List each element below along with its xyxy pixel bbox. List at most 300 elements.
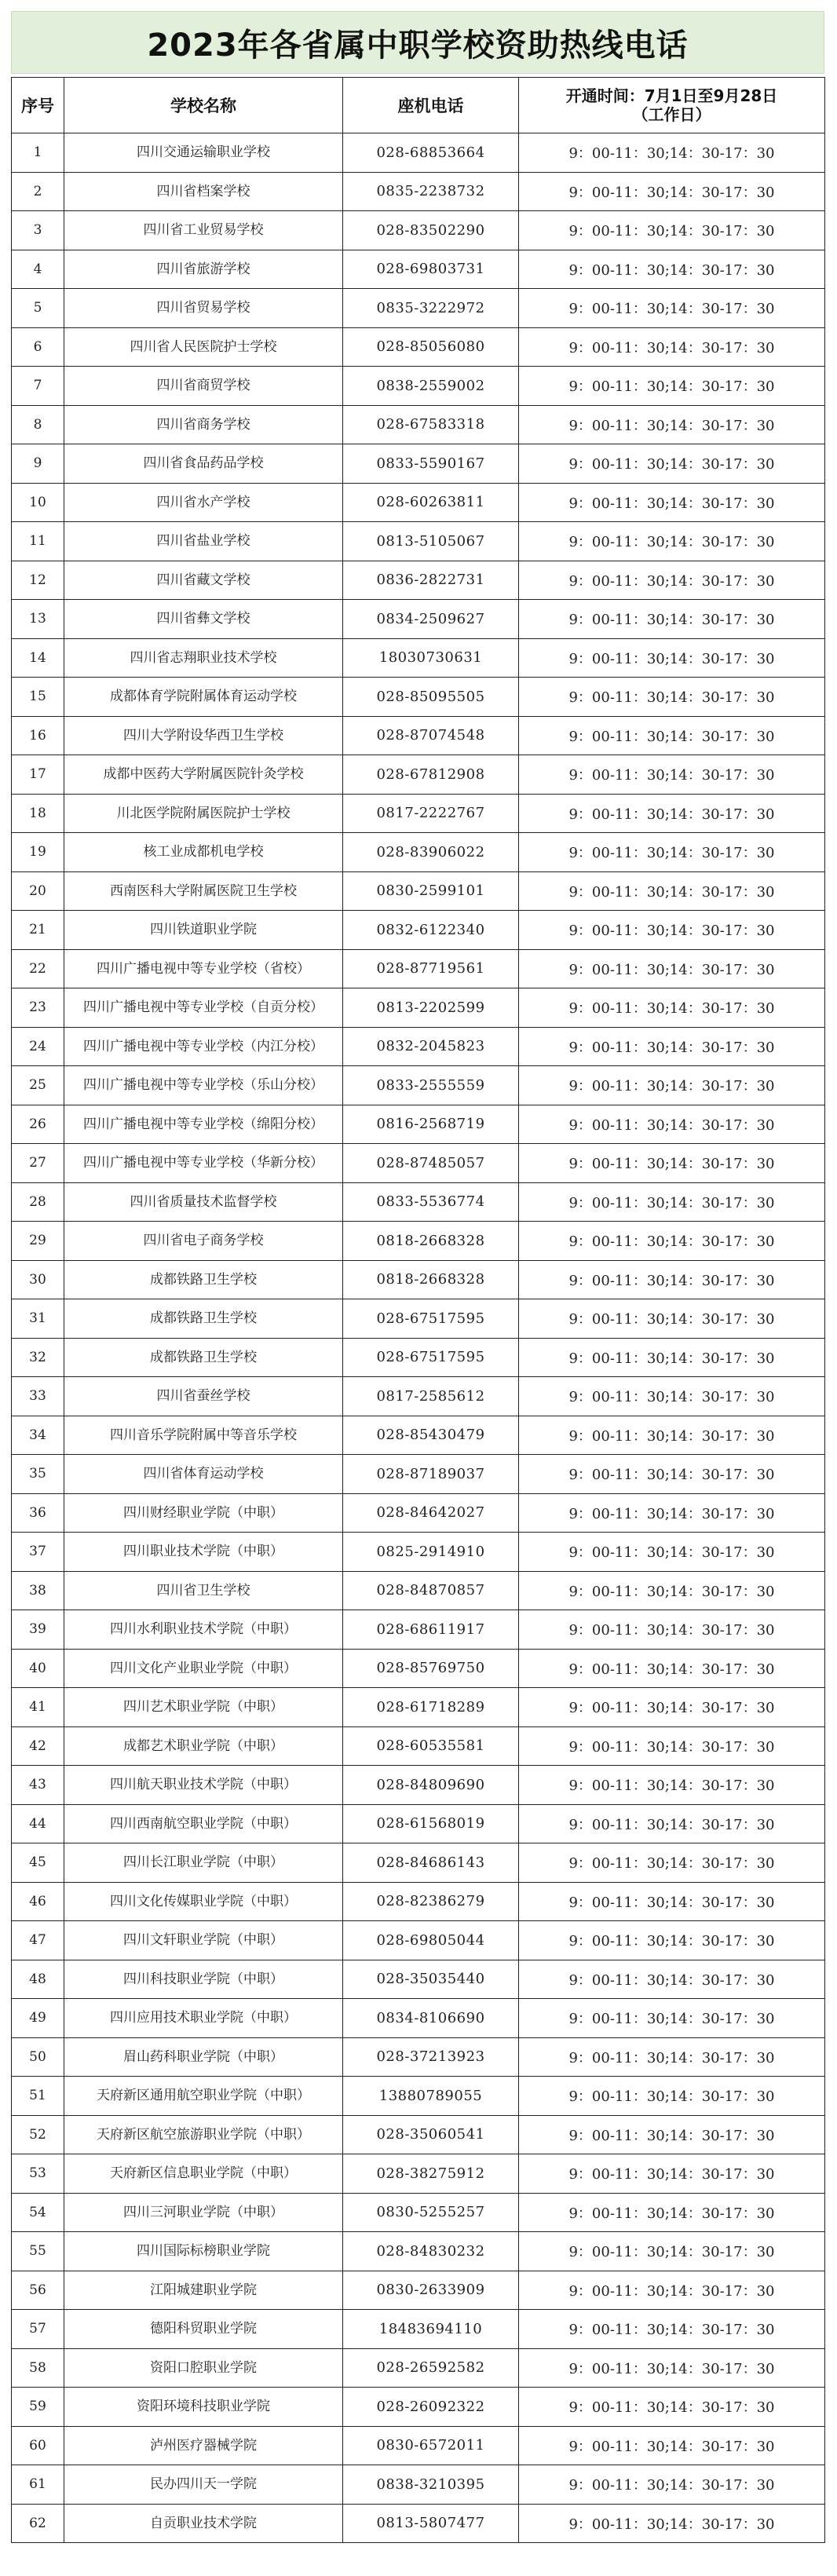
row-index: 3 [12, 211, 64, 250]
row-index: 36 [12, 1493, 64, 1533]
open-hours: 9：00-11：30;14：30-17：30 [519, 1882, 825, 1921]
row-index: 52 [12, 2115, 64, 2154]
phone-number: 0817-2222767 [343, 794, 519, 833]
table-row [12, 1377, 825, 1416]
phone-number: 0832-6122340 [343, 911, 519, 950]
hotline-table [11, 77, 825, 2543]
open-hours: 9：00-11：30;14：30-17：30 [519, 2426, 825, 2465]
open-hours: 9：00-11：30;14：30-17：30 [519, 172, 825, 211]
open-hours: 9：00-11：30;14：30-17：30 [519, 1182, 825, 1222]
school-name: 成都铁路卫生学校 [64, 1299, 343, 1339]
school-name: 四川省盐业学校 [64, 522, 343, 561]
table-row [12, 1610, 825, 1650]
school-name: 四川三河职业学院（中职） [64, 2193, 343, 2232]
row-index: 20 [12, 871, 64, 911]
row-index: 21 [12, 911, 64, 950]
table-row [12, 1105, 825, 1144]
school-name: 四川省档案学校 [64, 172, 343, 211]
school-name: 四川省人民医院护士学校 [64, 327, 343, 367]
table-row [12, 1726, 825, 1766]
table-row [12, 1144, 825, 1183]
phone-number: 0813-5105067 [343, 522, 519, 561]
row-index: 6 [12, 327, 64, 367]
open-hours: 9：00-11：30;14：30-17：30 [519, 1377, 825, 1416]
open-hours: 9：00-11：30;14：30-17：30 [519, 1726, 825, 1766]
row-index: 57 [12, 2310, 64, 2349]
row-index: 46 [12, 1882, 64, 1921]
row-index: 24 [12, 1027, 64, 1066]
table-row [12, 172, 825, 211]
school-name: 成都体育学院附属体育运动学校 [64, 678, 343, 717]
school-name: 四川省工业贸易学校 [64, 211, 343, 250]
open-hours: 9：00-11：30;14：30-17：30 [519, 716, 825, 755]
phone-number: 028-85769750 [343, 1649, 519, 1688]
open-hours: 9：00-11：30;14：30-17：30 [519, 133, 825, 173]
open-hours: 9：00-11：30;14：30-17：30 [519, 1533, 825, 1572]
open-hours: 9：00-11：30;14：30-17：30 [519, 2465, 825, 2505]
school-name: 四川省商贸学校 [64, 367, 343, 406]
school-name: 天府新区航空旅游职业学院（中职） [64, 2115, 343, 2154]
row-index: 58 [12, 2348, 64, 2388]
table-row [12, 1843, 825, 1883]
table-row [12, 1493, 825, 1533]
header-phone: 座机电话 [343, 78, 519, 133]
phone-number: 028-87189037 [343, 1455, 519, 1494]
table-row [12, 600, 825, 639]
school-name: 四川省旅游学校 [64, 250, 343, 289]
row-index: 42 [12, 1726, 64, 1766]
table-row [12, 133, 825, 173]
phone-number: 028-87719561 [343, 949, 519, 988]
row-index: 29 [12, 1222, 64, 1261]
row-index: 27 [12, 1144, 64, 1183]
header-school-name: 学校名称 [64, 78, 343, 133]
phone-number: 0833-2555559 [343, 1066, 519, 1105]
phone-number: 028-84642027 [343, 1493, 519, 1533]
school-name: 资阳口腔职业学院 [64, 2348, 343, 2388]
open-hours: 9：00-11：30;14：30-17：30 [519, 1649, 825, 1688]
phone-number: 0817-2585612 [343, 1377, 519, 1416]
row-index: 55 [12, 2232, 64, 2271]
row-index: 40 [12, 1649, 64, 1688]
school-name: 四川艺术职业学院（中职） [64, 1688, 343, 1727]
school-name: 四川长江职业学院（中职） [64, 1843, 343, 1883]
phone-number: 028-84809690 [343, 1766, 519, 1805]
row-index: 5 [12, 289, 64, 328]
open-hours: 9：00-11：30;14：30-17：30 [519, 1610, 825, 1650]
open-hours: 9：00-11：30;14：30-17：30 [519, 561, 825, 600]
open-hours: 9：00-11：30;14：30-17：30 [519, 1960, 825, 1999]
table-row [12, 1804, 825, 1843]
school-name: 四川广播电视中等专业学校（乐山分校） [64, 1066, 343, 1105]
phone-number: 028-68853664 [343, 133, 519, 173]
row-index: 14 [12, 638, 64, 678]
table-row [12, 1416, 825, 1455]
phone-number: 13880789055 [343, 2077, 519, 2116]
school-name: 眉山药科职业学院（中职） [64, 2037, 343, 2077]
table-row [12, 1571, 825, 1610]
row-index: 49 [12, 1999, 64, 2038]
table-row [12, 2232, 825, 2271]
row-index: 45 [12, 1843, 64, 1883]
open-hours: 9：00-11：30;14：30-17：30 [519, 1843, 825, 1883]
school-name: 江阳城建职业学院 [64, 2271, 343, 2310]
school-name: 四川省质量技术监督学校 [64, 1182, 343, 1222]
table-row [12, 2115, 825, 2154]
open-hours: 9：00-11：30;14：30-17：30 [519, 871, 825, 911]
open-hours: 9：00-11：30;14：30-17：30 [519, 1804, 825, 1843]
row-index: 43 [12, 1766, 64, 1805]
open-hours: 9：00-11：30;14：30-17：30 [519, 2154, 825, 2194]
page-title: 2023年各省属中职学校资助热线电话 [147, 27, 689, 64]
open-hours: 9：00-11：30;14：30-17：30 [519, 1299, 825, 1339]
row-index: 11 [12, 522, 64, 561]
phone-number: 0830-2633909 [343, 2271, 519, 2310]
open-hours: 9：00-11：30;14：30-17：30 [519, 678, 825, 717]
table-row [12, 1182, 825, 1222]
table-row [12, 1027, 825, 1066]
row-index: 22 [12, 949, 64, 988]
open-hours: 9：00-11：30;14：30-17：30 [519, 1338, 825, 1377]
open-hours: 9：00-11：30;14：30-17：30 [519, 2271, 825, 2310]
phone-number: 028-37213923 [343, 2037, 519, 2077]
open-hours: 9：00-11：30;14：30-17：30 [519, 1027, 825, 1066]
table-row [12, 561, 825, 600]
table-row [12, 911, 825, 950]
school-name: 四川文化产业职业学院（中职） [64, 1649, 343, 1688]
school-name: 四川职业技术学院（中职） [64, 1533, 343, 1572]
school-name: 四川省贸易学校 [64, 289, 343, 328]
open-hours: 9：00-11：30;14：30-17：30 [519, 211, 825, 250]
phone-number: 028-67812908 [343, 755, 519, 795]
row-index: 2 [12, 172, 64, 211]
school-name: 四川省彝文学校 [64, 600, 343, 639]
table-row [12, 522, 825, 561]
open-hours: 9：00-11：30;14：30-17：30 [519, 1455, 825, 1494]
row-index: 19 [12, 833, 64, 872]
table-row [12, 755, 825, 795]
open-hours: 9：00-11：30;14：30-17：30 [519, 483, 825, 522]
phone-number: 028-83502290 [343, 211, 519, 250]
phone-number: 0830-5255257 [343, 2193, 519, 2232]
school-name: 四川水利职业技术学院（中职） [64, 1610, 343, 1650]
phone-number: 028-60263811 [343, 483, 519, 522]
school-name: 四川省蚕丝学校 [64, 1377, 343, 1416]
phone-number: 028-69805044 [343, 1921, 519, 1960]
row-index: 48 [12, 1960, 64, 1999]
school-name: 四川省水产学校 [64, 483, 343, 522]
row-index: 50 [12, 2037, 64, 2077]
table-row [12, 988, 825, 1028]
phone-number: 028-85056080 [343, 327, 519, 367]
phone-number: 028-84870857 [343, 1571, 519, 1610]
header-hours-line1: 开通时间：7月1日至9月28日 [565, 86, 778, 105]
school-name: 成都中医药大学附属医院针灸学校 [64, 755, 343, 795]
school-name: 天府新区信息职业学院（中职） [64, 2154, 343, 2194]
school-name: 成都铁路卫生学校 [64, 1338, 343, 1377]
phone-number: 028-84686143 [343, 1843, 519, 1883]
open-hours: 9：00-11：30;14：30-17：30 [519, 289, 825, 328]
phone-number: 18030730631 [343, 638, 519, 678]
open-hours: 9：00-11：30;14：30-17：30 [519, 1260, 825, 1299]
phone-number: 028-69803731 [343, 250, 519, 289]
phone-number: 028-87074548 [343, 716, 519, 755]
row-index: 7 [12, 367, 64, 406]
school-name: 四川交通运输职业学校 [64, 133, 343, 173]
header-hours [519, 78, 825, 133]
open-hours: 9：00-11：30;14：30-17：30 [519, 2310, 825, 2349]
open-hours: 9：00-11：30;14：30-17：30 [519, 755, 825, 795]
school-name: 四川财经职业学院（中职） [64, 1493, 343, 1533]
school-name: 四川省体育运动学校 [64, 1455, 343, 1494]
row-index: 39 [12, 1610, 64, 1650]
row-index: 4 [12, 250, 64, 289]
open-hours: 9：00-11：30;14：30-17：30 [519, 405, 825, 444]
table-row [12, 1260, 825, 1299]
school-name: 西南医科大学附属医院卫生学校 [64, 871, 343, 911]
open-hours: 9：00-11：30;14：30-17：30 [519, 1493, 825, 1533]
table-row [12, 2271, 825, 2310]
table-row [12, 1299, 825, 1339]
phone-number: 028-87485057 [343, 1144, 519, 1183]
phone-number: 0833-5590167 [343, 444, 519, 484]
phone-number: 0813-5807477 [343, 2504, 519, 2543]
table-row [12, 1649, 825, 1688]
open-hours: 9：00-11：30;14：30-17：30 [519, 1416, 825, 1455]
table-row [12, 1882, 825, 1921]
row-index: 16 [12, 716, 64, 755]
phone-number: 028-82386279 [343, 1882, 519, 1921]
phone-number: 18483694110 [343, 2310, 519, 2349]
row-index: 13 [12, 600, 64, 639]
school-name: 成都艺术职业学院（中职） [64, 1726, 343, 1766]
table-row [12, 1999, 825, 2038]
phone-number: 0835-2238732 [343, 172, 519, 211]
open-hours: 9：00-11：30;14：30-17：30 [519, 794, 825, 833]
school-name: 四川省商务学校 [64, 405, 343, 444]
row-index: 53 [12, 2154, 64, 2194]
phone-number: 028-61718289 [343, 1688, 519, 1727]
row-index: 35 [12, 1455, 64, 1494]
table-row [12, 1960, 825, 1999]
table-row [12, 2037, 825, 2077]
row-index: 60 [12, 2426, 64, 2465]
phone-number: 0818-2668328 [343, 1222, 519, 1261]
open-hours: 9：00-11：30;14：30-17：30 [519, 2077, 825, 2116]
table-row [12, 483, 825, 522]
school-name: 川北医学院附属医院护士学校 [64, 794, 343, 833]
row-index: 9 [12, 444, 64, 484]
phone-number: 0832-2045823 [343, 1027, 519, 1066]
row-index: 31 [12, 1299, 64, 1339]
phone-number: 0836-2822731 [343, 561, 519, 600]
row-index: 41 [12, 1688, 64, 1727]
school-name: 泸州医疗器械学院 [64, 2426, 343, 2465]
table-row [12, 1222, 825, 1261]
phone-number: 0813-2202599 [343, 988, 519, 1028]
open-hours: 9：00-11：30;14：30-17：30 [519, 1066, 825, 1105]
phone-number: 028-67517595 [343, 1338, 519, 1377]
school-name: 四川文轩职业学院（中职） [64, 1921, 343, 1960]
table-row [12, 2154, 825, 2194]
phone-number: 0834-8106690 [343, 1999, 519, 2038]
table-row [12, 1455, 825, 1494]
school-name: 四川应用技术职业学院（中职） [64, 1999, 343, 2038]
phone-number: 028-83906022 [343, 833, 519, 872]
phone-number: 028-85430479 [343, 1416, 519, 1455]
open-hours: 9：00-11：30;14：30-17：30 [519, 1571, 825, 1610]
phone-number: 0838-2559002 [343, 367, 519, 406]
table-row [12, 2348, 825, 2388]
phone-number: 0830-6572011 [343, 2426, 519, 2465]
row-index: 32 [12, 1338, 64, 1377]
table-row [12, 327, 825, 367]
table-row [12, 405, 825, 444]
table-row [12, 716, 825, 755]
table-row [12, 444, 825, 484]
phone-number: 0835-3222972 [343, 289, 519, 328]
table-row [12, 2426, 825, 2465]
phone-number: 028-68611917 [343, 1610, 519, 1650]
school-name: 四川广播电视中等专业学校（内江分校） [64, 1027, 343, 1066]
row-index: 51 [12, 2077, 64, 2116]
row-index: 15 [12, 678, 64, 717]
open-hours: 9：00-11：30;14：30-17：30 [519, 1999, 825, 2038]
header-index: 序号 [12, 78, 64, 133]
phone-number: 028-35035440 [343, 1960, 519, 1999]
row-index: 1 [12, 133, 64, 173]
school-name: 四川广播电视中等专业学校（绵阳分校） [64, 1105, 343, 1144]
row-index: 18 [12, 794, 64, 833]
open-hours: 9：00-11：30;14：30-17：30 [519, 2232, 825, 2271]
table-row [12, 2465, 825, 2505]
open-hours: 9：00-11：30;14：30-17：30 [519, 2193, 825, 2232]
table-row [12, 2388, 825, 2427]
open-hours: 9：00-11：30;14：30-17：30 [519, 2348, 825, 2388]
row-index: 44 [12, 1804, 64, 1843]
table-row [12, 2310, 825, 2349]
table-row [12, 638, 825, 678]
school-name: 四川省电子商务学校 [64, 1222, 343, 1261]
open-hours: 9：00-11：30;14：30-17：30 [519, 949, 825, 988]
school-name: 资阳环境科技职业学院 [64, 2388, 343, 2427]
open-hours: 9：00-11：30;14：30-17：30 [519, 1144, 825, 1183]
row-index: 26 [12, 1105, 64, 1144]
row-index: 37 [12, 1533, 64, 1572]
school-name: 四川音乐学院附属中等音乐学校 [64, 1416, 343, 1455]
open-hours: 9：00-11：30;14：30-17：30 [519, 1105, 825, 1144]
table-row [12, 1066, 825, 1105]
table-row [12, 250, 825, 289]
school-name: 自贡职业技术学院 [64, 2504, 343, 2543]
open-hours: 9：00-11：30;14：30-17：30 [519, 638, 825, 678]
school-name: 四川省食品药品学校 [64, 444, 343, 484]
school-name: 民办四川天一学院 [64, 2465, 343, 2505]
table-header-row [12, 78, 825, 133]
open-hours: 9：00-11：30;14：30-17：30 [519, 327, 825, 367]
row-index: 10 [12, 483, 64, 522]
table-row [12, 2504, 825, 2543]
school-name: 四川航天职业技术学院（中职） [64, 1766, 343, 1805]
phone-number: 0830-2599101 [343, 871, 519, 911]
row-index: 38 [12, 1571, 64, 1610]
table-row [12, 1766, 825, 1805]
table-row [12, 949, 825, 988]
open-hours: 9：00-11：30;14：30-17：30 [519, 988, 825, 1028]
table-row [12, 211, 825, 250]
open-hours: 9：00-11：30;14：30-17：30 [519, 1222, 825, 1261]
open-hours: 9：00-11：30;14：30-17：30 [519, 911, 825, 950]
row-index: 8 [12, 405, 64, 444]
phone-number: 028-26592582 [343, 2348, 519, 2388]
table-row [12, 678, 825, 717]
open-hours: 9：00-11：30;14：30-17：30 [519, 1766, 825, 1805]
phone-number: 028-84830232 [343, 2232, 519, 2271]
open-hours: 9：00-11：30;14：30-17：30 [519, 522, 825, 561]
open-hours: 9：00-11：30;14：30-17：30 [519, 2115, 825, 2154]
table-row [12, 289, 825, 328]
header-hours-line2: （工作日） [632, 105, 711, 124]
table-row [12, 1338, 825, 1377]
table-row [12, 2077, 825, 2116]
school-name: 四川国际标榜职业学院 [64, 2232, 343, 2271]
open-hours: 9：00-11：30;14：30-17：30 [519, 2504, 825, 2543]
phone-number: 028-60535581 [343, 1726, 519, 1766]
phone-number: 028-35060541 [343, 2115, 519, 2154]
school-name: 成都铁路卫生学校 [64, 1260, 343, 1299]
phone-number: 0825-2914910 [343, 1533, 519, 1572]
phone-number: 0834-2509627 [343, 600, 519, 639]
phone-number: 028-26092322 [343, 2388, 519, 2427]
row-index: 12 [12, 561, 64, 600]
table-row [12, 833, 825, 872]
open-hours: 9：00-11：30;14：30-17：30 [519, 444, 825, 484]
open-hours: 9：00-11：30;14：30-17：30 [519, 1688, 825, 1727]
phone-number: 028-85095505 [343, 678, 519, 717]
school-name: 四川西南航空职业学院（中职） [64, 1804, 343, 1843]
phone-number: 028-61568019 [343, 1804, 519, 1843]
school-name: 四川广播电视中等专业学校（自贡分校） [64, 988, 343, 1028]
school-name: 四川大学附设华西卫生学校 [64, 716, 343, 755]
table-row [12, 1921, 825, 1960]
row-index: 62 [12, 2504, 64, 2543]
row-index: 17 [12, 755, 64, 795]
phone-number: 0816-2568719 [343, 1105, 519, 1144]
open-hours: 9：00-11：30;14：30-17：30 [519, 2388, 825, 2427]
phone-number: 028-67517595 [343, 1299, 519, 1339]
table-row [12, 1533, 825, 1572]
open-hours: 9：00-11：30;14：30-17：30 [519, 367, 825, 406]
row-index: 23 [12, 988, 64, 1028]
row-index: 59 [12, 2388, 64, 2427]
table-row [12, 367, 825, 406]
row-index: 56 [12, 2271, 64, 2310]
phone-number: 028-67583318 [343, 405, 519, 444]
row-index: 34 [12, 1416, 64, 1455]
school-name: 四川文化传媒职业学院（中职） [64, 1882, 343, 1921]
phone-number: 028-38275912 [343, 2154, 519, 2194]
open-hours: 9：00-11：30;14：30-17：30 [519, 1921, 825, 1960]
school-name: 四川铁道职业学院 [64, 911, 343, 950]
table-row [12, 871, 825, 911]
table-row [12, 2193, 825, 2232]
phone-number: 0818-2668328 [343, 1260, 519, 1299]
phone-number: 0838-3210395 [343, 2465, 519, 2505]
title-banner [11, 11, 824, 74]
open-hours: 9：00-11：30;14：30-17：30 [519, 2037, 825, 2077]
row-index: 61 [12, 2465, 64, 2505]
open-hours: 9：00-11：30;14：30-17：30 [519, 833, 825, 872]
